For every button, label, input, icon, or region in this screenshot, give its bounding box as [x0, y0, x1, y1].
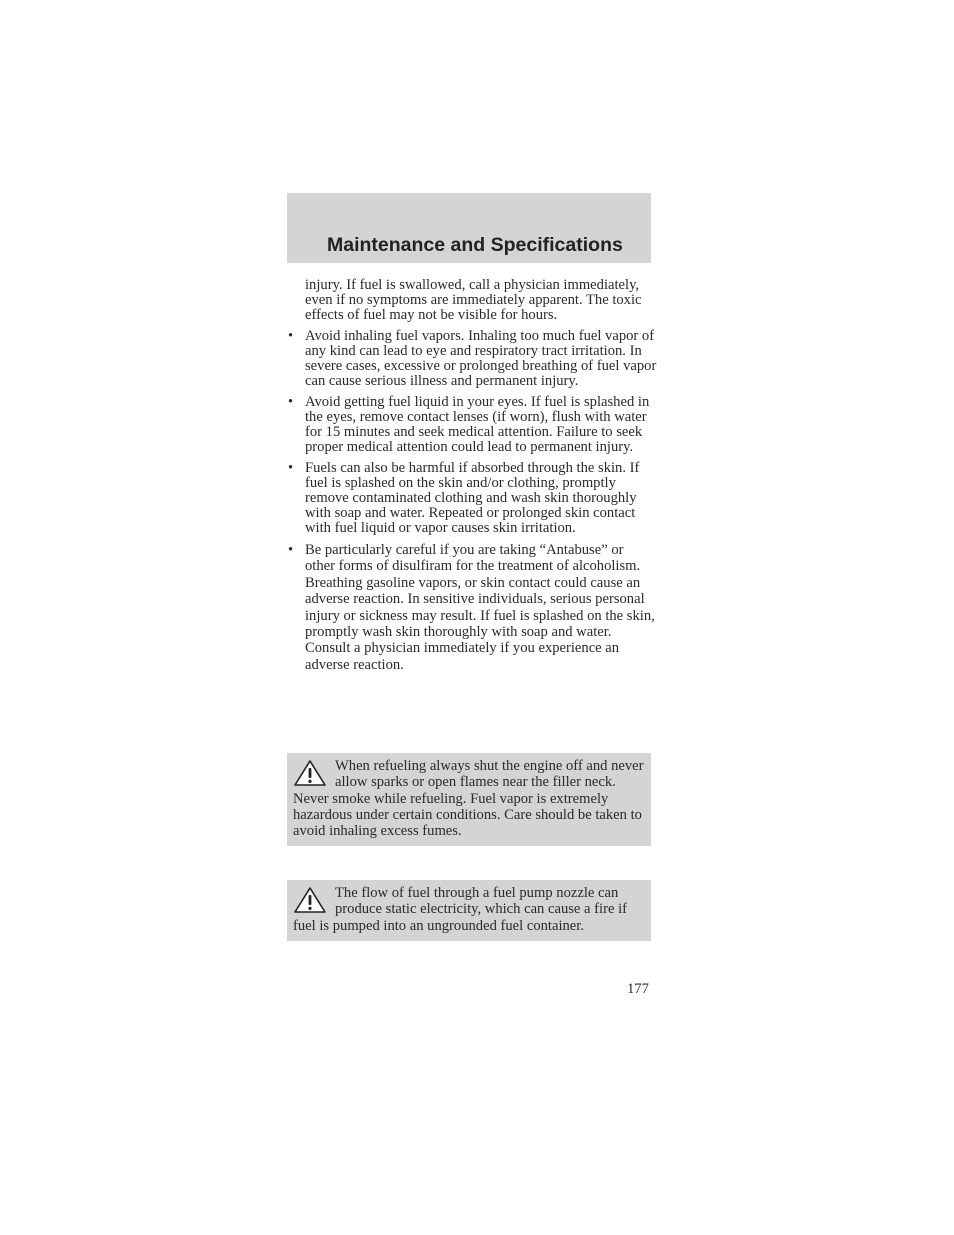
intro-paragraph: injury. If fuel is swallowed, call a physician immediately, even if no symptoms are immediately apparent. The toxic effects of fuel may not be visible for hours.: [305, 277, 642, 323]
list-item: [287, 461, 657, 536]
bullet-text: Avoid getting fuel liquid in your eyes. If fuel is splashed in the eyes, remove contact lenses (if worn), flush with water for 15 minutes and seek medical attention. Failure to seek proper medical attention could lead to permanent injury.: [305, 394, 650, 455]
bullet-icon: •: [288, 328, 294, 344]
warning-triangle-icon: [293, 886, 327, 914]
warning-text: The flow of fuel through a fuel pump nozzle can produce static electricity, which can cause a fire if fuel is pumped into an ungrounded fuel container.: [293, 885, 627, 934]
page-number: 177: [627, 981, 649, 997]
safety-bullet-list: [287, 329, 657, 673]
warning-box-static: [287, 880, 651, 941]
warning-box-refueling: [287, 753, 651, 846]
body-text: [287, 278, 657, 673]
bullet-text: Fuels can also be harmful if absorbed through the skin. If fuel is splashed on the skin and/or clothing, promptly remove contaminated clothing and wash skin thoroughly with soap and water. Repeated or prolonged skin contact with fuel liquid or vapor causes skin irritation.: [305, 460, 640, 536]
warning-triangle-icon: [293, 759, 327, 787]
section-title: Maintenance and Specifications: [327, 234, 623, 256]
section-header: [287, 193, 651, 263]
list-item: [287, 395, 657, 455]
warning-text: When refueling always shut the engine off and never allow sparks or open flames near the filler neck. Never smoke while refueling. Fuel vapor is extremely hazardous under certain conditions. Care should be taken to avoid inhaling excess fumes.: [293, 758, 644, 840]
list-item: [287, 329, 657, 389]
bullet-icon: •: [288, 460, 294, 476]
bullet-text: Be particularly careful if you are taking “Antabuse” or other forms of disulfiram for the treatment of alcoholism. Breathing gasoline vapors, or skin contact could cause an adverse reaction. In sensitive individuals, serious personal injury or sickness may result. If fuel is splashed on the skin, promptly wash skin thoroughly with soap and water. Consult a physician immediately if you experience an adverse reaction.: [305, 542, 655, 673]
bullet-icon: •: [288, 542, 294, 558]
list-item: [287, 542, 657, 673]
bullet-text: Avoid inhaling fuel vapors. Inhaling too much fuel vapor of any kind can lead to eye and respiratory tract irritation. In severe cases, excessive or prolonged breathing of fuel vapor can cause serious illness and permanent injury.: [305, 328, 657, 389]
bullet-icon: •: [288, 394, 294, 410]
